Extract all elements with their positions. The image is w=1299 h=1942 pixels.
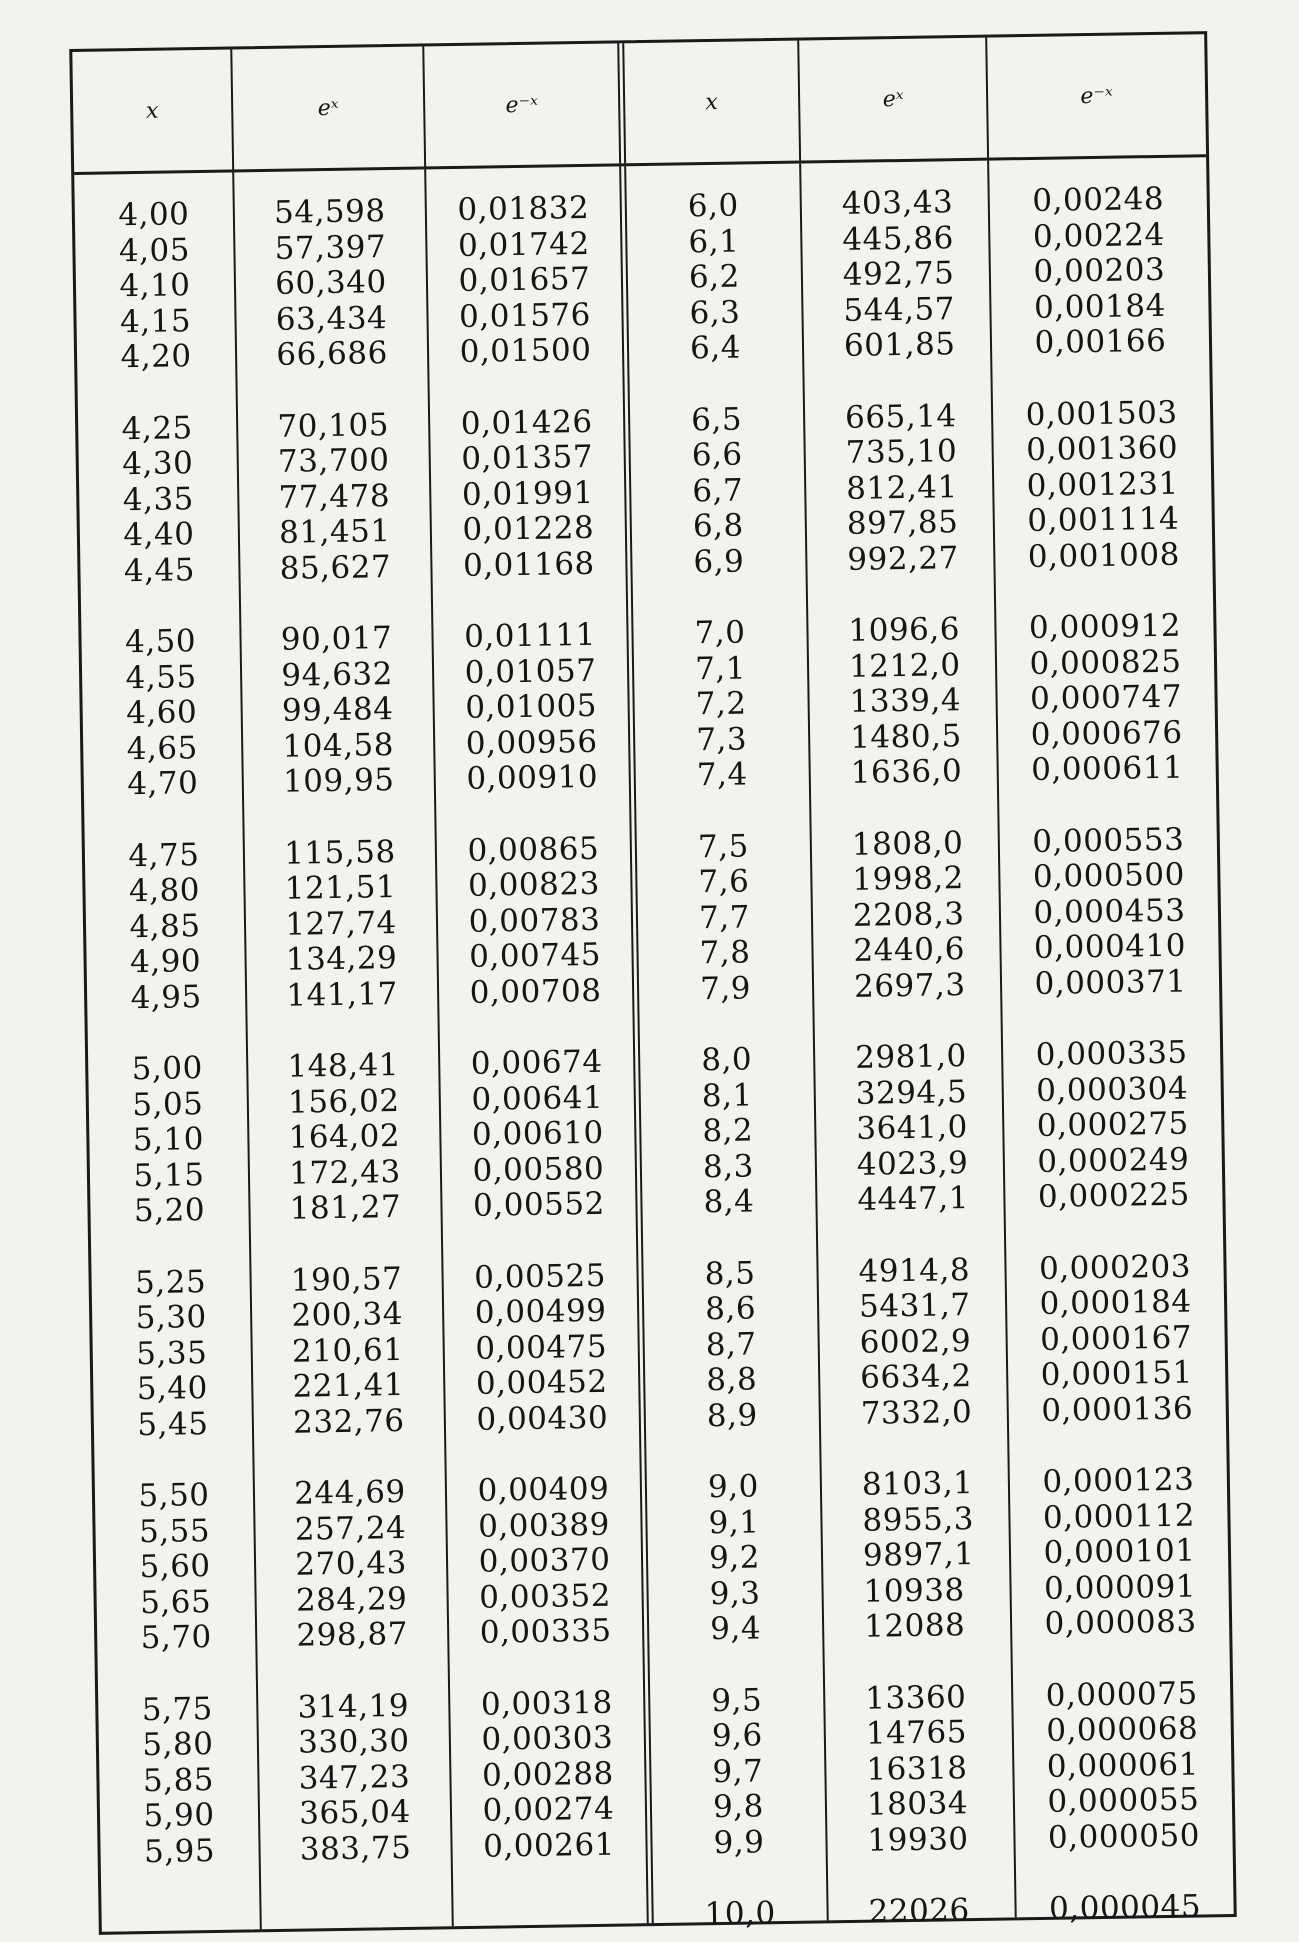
cell-ex-right: 22026: [868, 1892, 971, 1930]
cell-emx-left: 0,00783: [468, 901, 601, 940]
cell-x-left: 4,15: [119, 302, 192, 340]
cell-x-left: 5,85: [142, 1761, 215, 1799]
cell-emx-left: 0,00370: [478, 1541, 611, 1580]
cell-emx-left: 0,00303: [481, 1719, 614, 1758]
cell-emx-right: 0,000068: [1046, 1710, 1199, 1749]
cell-emx-right: 0,000249: [1037, 1141, 1190, 1180]
cell-ex-left: 270,43: [295, 1544, 408, 1583]
cell-emx-left: 0,00274: [482, 1790, 615, 1829]
cell-emx-left: 0,01991: [461, 474, 594, 513]
cell-ex-left: 99,484: [281, 691, 394, 729]
cell-ex-right: 1096,6: [848, 611, 961, 649]
cell-emx-right: 0,000091: [1043, 1568, 1197, 1607]
cell-x-right: 6,6: [691, 436, 743, 474]
cell-ex-right: 2697,3: [853, 966, 966, 1005]
header-col-ex-left: [232, 46, 426, 169]
cell-x-right: 7,5: [697, 827, 750, 865]
cell-x-right: 7,0: [694, 614, 746, 652]
cell-ex-left: 127,74: [284, 904, 398, 943]
cell-x-left: 5,80: [142, 1726, 214, 1764]
cell-emx-left: 0,01426: [460, 403, 593, 442]
cell-ex-left: 94,632: [281, 655, 394, 694]
cell-ex-left: 330,30: [297, 1722, 410, 1761]
cell-x-left: 4,70: [127, 765, 199, 803]
cell-x-left: 5,35: [135, 1334, 208, 1372]
cell-ex-right: 10938: [863, 1571, 965, 1610]
cell-ex-left: 70,105: [277, 406, 390, 445]
cell-x-right: 9,5: [711, 1681, 763, 1719]
cell-emx-right: 0,000371: [1034, 963, 1187, 1002]
cell-emx-left: 0,00674: [470, 1043, 603, 1082]
cell-x-right: 7,9: [699, 969, 752, 1007]
cell-emx-left: 0,00552: [472, 1185, 606, 1224]
column-ex-right: [801, 161, 1017, 1930]
cell-emx-right: 0,000553: [1032, 821, 1185, 860]
cell-x-left: 5,75: [141, 1690, 214, 1728]
cell-emx-left: 0,00499: [474, 1292, 607, 1331]
cell-emx-right: 0,000304: [1035, 1070, 1189, 1109]
cell-ex-left: 221,41: [292, 1366, 405, 1405]
cell-ex-right: 8955,3: [862, 1500, 975, 1539]
cell-ex-right: 19930: [867, 1820, 969, 1859]
cell-x-right: 10,0: [704, 1895, 776, 1933]
cell-ex-right: 5431,7: [858, 1287, 971, 1325]
cell-emx-right: 0,000676: [1030, 714, 1183, 753]
cell-x-right: 6,1: [688, 223, 740, 260]
column-emx-right: [989, 157, 1234, 1927]
cell-ex-right: 665,14: [844, 397, 957, 436]
cell-emx-right: 0,000101: [1043, 1532, 1196, 1571]
cell-ex-right: 1808,0: [851, 824, 964, 863]
cell-emx-right: 0,000167: [1039, 1319, 1193, 1358]
cell-emx-right: 0,001231: [1026, 465, 1179, 504]
header-col-ex-right: [799, 38, 989, 161]
header-x-left: x: [145, 98, 159, 124]
cell-ex-left: 77,478: [278, 477, 391, 516]
cell-x-left: 4,55: [125, 658, 197, 696]
cell-x-left: 4,80: [128, 872, 201, 910]
cell-emx-left: 0,00865: [467, 830, 600, 869]
cell-ex-right: 2981,0: [854, 1038, 967, 1076]
cell-ex-right: 445,86: [842, 219, 955, 258]
cell-ex-right: 12088: [863, 1607, 966, 1645]
cell-emx-left: 0,00261: [482, 1826, 616, 1865]
cell-x-right: 7,4: [696, 756, 748, 794]
cell-emx-right: 0,000075: [1045, 1675, 1198, 1714]
cell-ex-right: 4023,9: [856, 1144, 969, 1183]
cell-x-left: 4,95: [130, 978, 202, 1016]
cell-emx-left: 0,01832: [457, 189, 590, 228]
cell-ex-left: 210,61: [291, 1331, 404, 1370]
cell-x-right: 6,3: [689, 294, 741, 331]
cell-ex-right: 2208,3: [852, 895, 965, 934]
cell-x-right: 9,8: [712, 1788, 765, 1826]
cell-x-left: 4,85: [129, 907, 201, 945]
cell-emx-right: 0,000083: [1044, 1603, 1197, 1642]
cell-x-right: 6,7: [692, 472, 744, 509]
cell-x-left: 5,00: [131, 1050, 204, 1088]
cell-emx-right: 0,000050: [1047, 1817, 1201, 1856]
cell-emx-right: 0,00184: [1033, 287, 1167, 326]
cell-x-left: 4,30: [121, 445, 194, 483]
cell-emx-right: 0,000045: [1048, 1888, 1202, 1927]
cell-emx-right: 0,000123: [1042, 1461, 1195, 1500]
cell-ex-left: 121,51: [284, 869, 397, 907]
cell-emx-right: 0,00248: [1032, 180, 1165, 219]
cell-emx-left: 0,01500: [459, 331, 592, 370]
cell-x-right: 6,2: [688, 258, 741, 296]
header-col-x-right: [624, 41, 801, 164]
cell-ex-right: 16318: [866, 1749, 968, 1788]
cell-ex-left: 54,598: [273, 193, 386, 231]
cell-emx-left: 0,00823: [467, 865, 601, 904]
header-ex-left: eˣ: [317, 95, 339, 121]
column-x-right: [626, 164, 829, 1933]
cell-ex-left: 60,340: [274, 264, 387, 302]
cell-emx-right: 0,000453: [1033, 892, 1186, 931]
cell-x-left: 5,65: [139, 1583, 212, 1621]
cell-x-right: 9,2: [708, 1539, 761, 1577]
cell-emx-left: 0,00745: [468, 936, 602, 975]
cell-ex-right: 7332,0: [860, 1393, 973, 1432]
cell-x-left: 5,70: [140, 1619, 213, 1657]
cell-x-left: 4,90: [129, 943, 202, 981]
cell-emx-left: 0,01168: [462, 545, 596, 584]
cell-ex-left: 90,017: [280, 620, 393, 658]
header-emx-left: e⁻ˣ: [505, 92, 539, 118]
column-emx-left: [426, 166, 654, 1926]
cell-x-left: 5,25: [134, 1263, 207, 1301]
cell-x-right: 8,9: [706, 1396, 758, 1434]
cell-x-left: 4,60: [125, 694, 198, 732]
cell-ex-left: 81,451: [278, 513, 391, 551]
cell-emx-right: 0,000500: [1032, 856, 1186, 896]
cell-ex-right: 14765: [865, 1714, 968, 1752]
cell-ex-left: 134,29: [285, 940, 398, 978]
cell-x-right: 6,8: [692, 507, 745, 545]
cell-emx-right: 0,000747: [1029, 678, 1183, 718]
cell-ex-right: 1212,0: [848, 646, 961, 685]
cell-ex-left: 365,04: [298, 1793, 412, 1832]
cell-x-left: 4,35: [122, 480, 195, 518]
cell-emx-left: 0,00525: [473, 1257, 607, 1296]
cell-x-right: 9,6: [711, 1717, 764, 1755]
header-col-emx-right: [987, 34, 1206, 157]
cell-ex-right: 992,27: [847, 539, 960, 578]
cell-x-left: 5,90: [143, 1796, 215, 1835]
cell-x-left: 5,20: [133, 1192, 206, 1230]
cell-ex-left: 104,58: [282, 726, 395, 765]
cell-x-right: 6,5: [690, 401, 743, 438]
cell-x-left: 4,25: [121, 409, 194, 447]
cell-x-right: 7,3: [695, 720, 748, 758]
cell-x-right: 9,1: [708, 1503, 760, 1541]
cell-x-left: 4,50: [124, 623, 197, 661]
cell-x-left: 4,10: [119, 267, 191, 305]
cell-emx-right: 0,000151: [1040, 1354, 1193, 1393]
cell-ex-right: 492,75: [842, 255, 955, 293]
table-header: [72, 34, 1206, 175]
cell-ex-left: 314,19: [297, 1687, 410, 1726]
cell-x-right: 8,3: [702, 1147, 755, 1185]
cell-x-left: 4,45: [123, 551, 196, 589]
cell-ex-left: 115,58: [283, 833, 396, 872]
cell-emx-left: 0,00708: [469, 972, 602, 1011]
cell-x-left: 5,30: [135, 1299, 207, 1337]
cell-ex-right: 9897,1: [862, 1536, 975, 1574]
cell-ex-right: 1339,4: [849, 682, 962, 720]
cell-emx-left: 0,00352: [478, 1577, 612, 1616]
cell-x-right: 7,2: [695, 685, 747, 723]
cell-ex-right: 403,43: [841, 184, 954, 222]
cell-emx-right: 0,000184: [1039, 1283, 1192, 1322]
cell-ex-left: 156,02: [287, 1082, 400, 1121]
cell-emx-right: 0,000912: [1028, 607, 1182, 647]
cell-ex-left: 284,29: [295, 1580, 408, 1619]
cell-x-left: 5,50: [138, 1477, 210, 1515]
cell-x-right: 6,0: [687, 187, 739, 225]
cell-x-right: 8,2: [702, 1112, 754, 1150]
cell-emx-left: 0,00475: [475, 1328, 608, 1367]
cell-ex-left: 347,23: [298, 1758, 411, 1797]
cell-ex-left: 244,69: [293, 1473, 406, 1512]
cell-ex-right: 1636,0: [850, 753, 963, 791]
cell-emx-right: 0,000825: [1029, 643, 1182, 682]
cell-ex-left: 190,57: [290, 1260, 403, 1299]
cell-emx-right: 0,000055: [1047, 1781, 1200, 1820]
cell-ex-right: 4447,1: [857, 1180, 970, 1218]
cell-ex-left: 66,686: [276, 335, 389, 373]
cell-x-right: 7,7: [698, 898, 751, 936]
cell-ex-right: 8103,1: [861, 1465, 974, 1503]
cell-x-left: 5,40: [136, 1370, 209, 1408]
cell-emx-right: 0,001114: [1027, 500, 1180, 540]
cell-x-left: 4,05: [118, 231, 191, 269]
header-col-x-left: [72, 49, 234, 171]
cell-x-left: 4,75: [128, 836, 200, 874]
cell-emx-left: 0,00452: [475, 1363, 608, 1402]
cell-emx-left: 0,01228: [462, 509, 595, 548]
cell-x-right: 9,4: [709, 1610, 762, 1648]
cell-x-right: 8,8: [706, 1361, 758, 1399]
cell-emx-left: 0,00335: [479, 1612, 612, 1651]
cell-ex-right: 4914,8: [858, 1251, 971, 1290]
cell-x-right: 9,9: [713, 1823, 765, 1861]
header-ex-right: eˣ: [882, 86, 904, 112]
cell-x-right: 8,6: [704, 1290, 757, 1328]
cell-ex-right: 2440,6: [853, 931, 966, 969]
cell-x-right: 8,4: [703, 1183, 755, 1221]
cell-x-left: 4,20: [120, 338, 192, 376]
cell-ex-right: 1480,5: [849, 717, 962, 756]
column-x-left: [74, 172, 262, 1931]
cell-ex-right: 1998,2: [852, 860, 965, 898]
cell-ex-left: 298,87: [296, 1615, 409, 1654]
cell-emx-right: 0,000410: [1033, 927, 1187, 967]
cell-emx-left: 0,00956: [465, 723, 598, 762]
cell-emx-left: 0,01111: [463, 616, 597, 655]
cell-ex-left: 232,76: [292, 1402, 405, 1441]
cell-ex-right: 544,57: [843, 290, 956, 329]
cell-x-right: 6,9: [693, 543, 745, 580]
cell-x-right: 9,7: [712, 1752, 764, 1790]
cell-x-left: 5,15: [133, 1156, 205, 1194]
cell-x-right: 9,3: [709, 1574, 761, 1612]
cell-x-left: 5,45: [137, 1405, 209, 1443]
cell-ex-left: 57,397: [274, 228, 387, 267]
cell-x-left: 5,95: [143, 1832, 216, 1870]
cell-emx-left: 0,00389: [477, 1506, 611, 1545]
cell-ex-right: 6002,9: [859, 1322, 972, 1361]
cell-ex-right: 18034: [866, 1785, 969, 1823]
cell-x-left: 4,65: [126, 729, 199, 767]
cell-ex-left: 109,95: [282, 762, 395, 800]
cell-ex-left: 164,02: [288, 1117, 401, 1156]
cell-ex-right: 812,41: [845, 468, 959, 507]
cell-emx-right: 0,00203: [1033, 251, 1166, 290]
exponential-table: [69, 31, 1236, 1935]
cell-emx-right: 0,000136: [1041, 1390, 1194, 1429]
cell-emx-right: 0,00224: [1032, 216, 1165, 255]
cell-ex-right: 13360: [864, 1678, 967, 1717]
cell-ex-left: 63,434: [275, 299, 388, 338]
cell-x-left: 4,40: [123, 516, 195, 554]
cell-ex-left: 383,75: [299, 1829, 412, 1868]
cell-ex-right: 735,10: [845, 433, 958, 471]
cell-emx-left: 0,01657: [458, 260, 591, 299]
cell-emx-left: 0,01357: [461, 438, 594, 477]
cell-x-left: 5,60: [139, 1548, 211, 1586]
cell-ex-left: 200,34: [291, 1295, 404, 1334]
cell-emx-right: 0,001360: [1025, 429, 1179, 469]
cell-x-right: 7,6: [698, 863, 750, 901]
cell-emx-right: 0,000335: [1035, 1034, 1188, 1073]
cell-ex-left: 257,24: [294, 1509, 407, 1548]
cell-emx-left: 0,00318: [480, 1684, 613, 1723]
cell-x-right: 7,8: [699, 934, 751, 972]
cell-emx-right: 0,001008: [1027, 536, 1181, 575]
cell-emx-left: 0,00610: [471, 1114, 604, 1153]
cell-x-right: 6,4: [689, 329, 742, 367]
cell-ex-right: 3294,5: [855, 1073, 968, 1112]
cell-ex-left: 181,27: [289, 1188, 402, 1227]
cell-x-left: 4,00: [118, 196, 190, 234]
cell-x-right: 7,1: [694, 650, 747, 687]
cell-emx-left: 0,00430: [476, 1399, 609, 1438]
column-ex-left: [234, 169, 454, 1929]
cell-ex-left: 148,41: [287, 1047, 400, 1085]
cell-ex-left: 141,17: [286, 975, 399, 1014]
cell-x-left: 5,10: [132, 1121, 205, 1159]
cell-ex-right: 6634,2: [859, 1358, 972, 1396]
cell-x-right: 8,5: [704, 1254, 756, 1292]
cell-emx-left: 0,00910: [466, 758, 599, 797]
cell-emx-right: 0,001503: [1025, 394, 1178, 433]
cell-ex-left: 73,700: [277, 442, 390, 480]
cell-ex-left: 85,627: [279, 548, 392, 587]
cell-x-left: 5,55: [138, 1512, 211, 1550]
cell-emx-left: 0,00409: [477, 1470, 610, 1509]
header-x-right: x: [705, 89, 719, 115]
cell-emx-left: 0,00288: [481, 1755, 615, 1794]
cell-ex-left: 172,43: [288, 1153, 401, 1192]
cell-ex-right: 897,85: [846, 504, 959, 542]
cell-emx-right: 0,000203: [1038, 1248, 1192, 1287]
cell-emx-right: 0,000225: [1037, 1176, 1191, 1215]
cell-emx-left: 0,01576: [458, 296, 592, 335]
cell-emx-right: 0,000061: [1046, 1746, 1200, 1785]
cell-emx-right: 0,000275: [1036, 1105, 1190, 1144]
cell-emx-left: 0,01005: [465, 687, 598, 726]
cell-x-left: 5,05: [132, 1085, 204, 1123]
cell-emx-left: 0,00580: [472, 1150, 605, 1189]
cell-emx-left: 0,00641: [471, 1079, 604, 1118]
cell-emx-right: 0,00166: [1034, 322, 1167, 361]
cell-x-right: 8,7: [705, 1325, 757, 1363]
cell-emx-left: 0,01742: [457, 225, 591, 264]
cell-x-right: 9,0: [707, 1468, 760, 1506]
table-body: [74, 157, 1233, 1932]
header-col-emx-left: [424, 43, 626, 166]
cell-emx-right: 0,000611: [1030, 749, 1184, 789]
cell-ex-right: 3641,0: [856, 1109, 969, 1147]
cell-x-right: 8,0: [701, 1041, 753, 1079]
cell-emx-right: 0,000112: [1042, 1497, 1196, 1536]
cell-ex-right: 601,85: [843, 326, 956, 364]
cell-x-right: 8,1: [701, 1076, 753, 1114]
cell-emx-left: 0,01057: [464, 652, 597, 691]
header-emx-right: e⁻ˣ: [1080, 83, 1114, 109]
